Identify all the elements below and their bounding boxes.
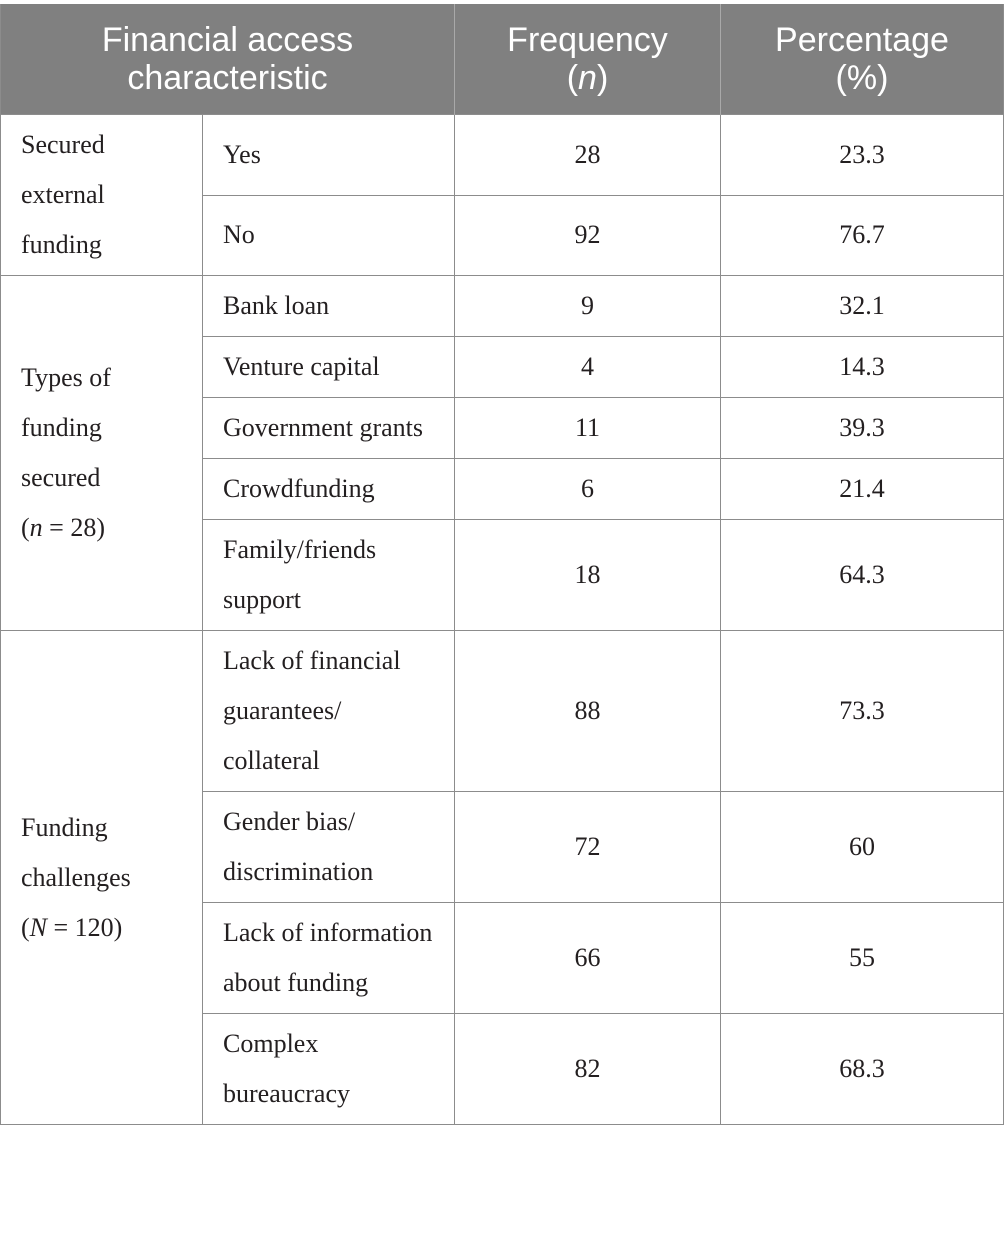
row-percentage: 14.3 <box>721 337 1004 398</box>
row-frequency: 18 <box>455 520 721 631</box>
group-label-types-of-funding: Types of funding secured (n = 28) <box>1 276 203 631</box>
row-item: Bank loan <box>203 276 455 337</box>
row-item: Gender bias/ discrimination <box>203 792 455 903</box>
row-percentage: 32.1 <box>721 276 1004 337</box>
row-frequency: 72 <box>455 792 721 903</box>
row-percentage: 68.3 <box>721 1014 1004 1125</box>
row-item: Lack of information about funding <box>203 903 455 1014</box>
group-label-funding-challenges: Funding challenges (N = 120) <box>1 631 203 1125</box>
row-percentage: 23.3 <box>721 115 1004 196</box>
row-frequency: 28 <box>455 115 721 196</box>
row-item: Lack of financial guarantees/ collateral <box>203 631 455 792</box>
table-row <box>1 631 1004 792</box>
row-percentage: 55 <box>721 903 1004 1014</box>
row-percentage: 73.3 <box>721 631 1004 792</box>
row-frequency: 92 <box>455 195 721 276</box>
table-row <box>1 115 1004 196</box>
row-item: Yes <box>203 115 455 196</box>
row-item: Venture capital <box>203 337 455 398</box>
table-row <box>1 276 1004 337</box>
row-item: Complex bureaucracy <box>203 1014 455 1125</box>
row-percentage: 76.7 <box>721 195 1004 276</box>
header-frequency: Frequency (n) <box>455 4 721 115</box>
group-label-secured-funding: Secured external funding <box>1 115 203 276</box>
row-item: Family/friends support <box>203 520 455 631</box>
header-percentage: Percentage (%) <box>721 4 1004 115</box>
row-percentage: 60 <box>721 792 1004 903</box>
row-frequency: 11 <box>455 398 721 459</box>
row-frequency: 88 <box>455 631 721 792</box>
header-row <box>1 4 1004 115</box>
financial-access-table <box>0 4 1004 1125</box>
row-frequency: 4 <box>455 337 721 398</box>
row-percentage: 64.3 <box>721 520 1004 631</box>
row-frequency: 66 <box>455 903 721 1014</box>
row-frequency: 6 <box>455 459 721 520</box>
row-item: Government grants <box>203 398 455 459</box>
row-frequency: 82 <box>455 1014 721 1125</box>
header-characteristic: Financial access characteristic <box>1 4 455 115</box>
row-frequency: 9 <box>455 276 721 337</box>
row-percentage: 21.4 <box>721 459 1004 520</box>
row-item: No <box>203 195 455 276</box>
row-item: Crowdfunding <box>203 459 455 520</box>
row-percentage: 39.3 <box>721 398 1004 459</box>
